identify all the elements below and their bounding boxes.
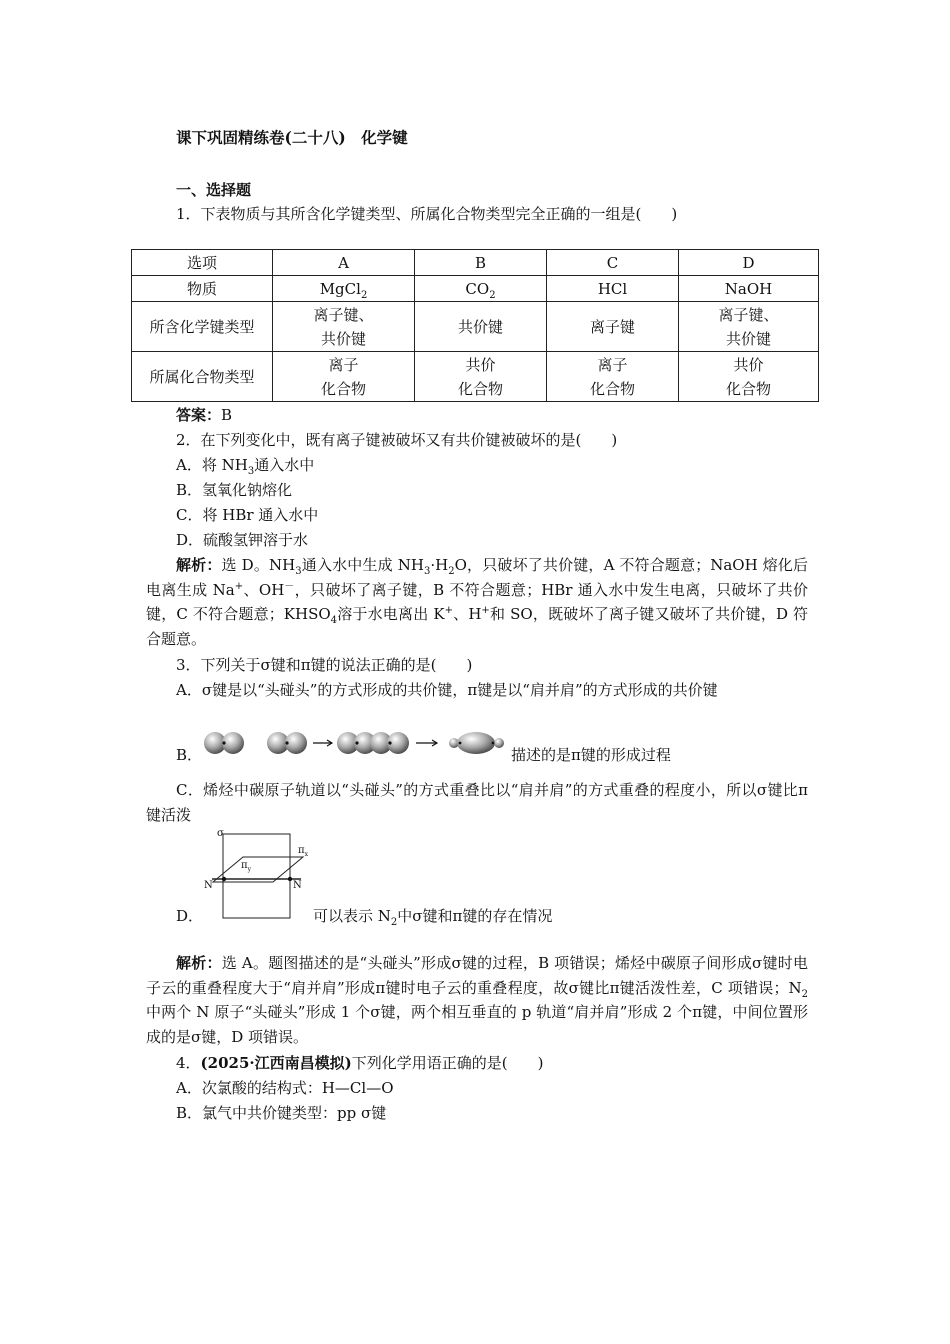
q4-stem: 4．(2025·江西南昌模拟)下列化学用语正确的是( ) bbox=[176, 1054, 544, 1072]
n-atom-left: N bbox=[204, 880, 213, 891]
table-cell: NaOH bbox=[679, 276, 819, 302]
table-row-label: 所含化学键类型 bbox=[132, 302, 273, 352]
n-atom-right: N bbox=[293, 880, 302, 891]
table-cell: $CO_2$ bbox=[415, 276, 547, 302]
q3-option-d-label: D． bbox=[176, 907, 204, 925]
nucleus-left bbox=[222, 877, 226, 881]
table-cell: 离子 化合物 bbox=[547, 352, 679, 402]
table-row bbox=[132, 276, 819, 302]
table-row bbox=[132, 352, 819, 402]
q2-option-b: B．氢氧化钠熔化 bbox=[176, 481, 293, 499]
q2-option-d: D．硫酸氢钾溶于水 bbox=[176, 531, 309, 549]
section-heading: 一、选择题 bbox=[176, 181, 252, 199]
q3-option-b-text: 描述的是π键的形成过程 bbox=[511, 746, 671, 764]
table-cell: 共价 化合物 bbox=[415, 352, 547, 402]
pi-x-label: $\pi_x$ bbox=[298, 845, 308, 858]
table-cell: 离子键 bbox=[547, 302, 679, 352]
table-cell: 共价键 bbox=[415, 302, 547, 352]
separate-orbital-left bbox=[204, 732, 244, 754]
q3-option-d-text: 可以表示 $N_2$中σ键和π键的存在情况 bbox=[313, 907, 553, 928]
table-cell: MgCl$_2$ bbox=[273, 276, 415, 302]
table-row-label: 物质 bbox=[132, 276, 273, 302]
q4-option-b: B．氯气中共价键类型：pp σ键 bbox=[176, 1104, 387, 1122]
pi-y-label: $\pi_y$ bbox=[241, 860, 251, 873]
q4-option-a: A．次氯酸的结构式：H—Cl—O bbox=[176, 1079, 394, 1097]
table-row-label: 所属化合物类型 bbox=[132, 352, 273, 402]
table-header-cell: C bbox=[547, 250, 679, 276]
separate-orbital-right bbox=[267, 732, 307, 754]
page-title: 课下巩固精练卷(二十八) 化学键 bbox=[176, 128, 408, 147]
sigma-label: σ bbox=[217, 828, 224, 839]
sigma-bond-orbital bbox=[449, 732, 504, 754]
q2-option-a: A．将 $NH_3$通入水中 bbox=[176, 456, 315, 477]
q1-table bbox=[131, 249, 819, 402]
q1-stem: 1．下表物质与其所含化学键类型、所属化合物类型完全正确的一组是( ) bbox=[176, 205, 678, 223]
q3-option-b-label: B． bbox=[176, 746, 203, 764]
n2-bond-diagram bbox=[203, 826, 313, 922]
q3-option-a: A．σ键是以“头碰头”的方式形成的共价键，π键是以“肩并肩”的方式形成的共价键 bbox=[176, 681, 718, 699]
table-cell: 离子 化合物 bbox=[273, 352, 415, 402]
table-row bbox=[132, 302, 819, 352]
q2-stem: 2．在下列变化中，既有离子键被破坏又有共价键被破坏的是( ) bbox=[176, 431, 618, 449]
table-header-cell: A bbox=[273, 250, 415, 276]
table-cell: 共价 化合物 bbox=[679, 352, 819, 402]
table-header-cell: D bbox=[679, 250, 819, 276]
nucleus-right bbox=[288, 877, 292, 881]
arrow-right-icon bbox=[416, 740, 437, 746]
table-header-cell: 选项 bbox=[132, 250, 273, 276]
table-cell: 离子键、 共价键 bbox=[273, 302, 415, 352]
q1-answer: 答案：B bbox=[176, 406, 233, 424]
q3-option-c: C．烯烃中碳原子轨道以“头碰头”的方式重叠比以“肩并肩”的方式重叠的程度小，所以σ键比π键活泼 bbox=[146, 781, 808, 824]
table-cell: 离子键、 共价键 bbox=[679, 302, 819, 352]
table-row bbox=[132, 250, 819, 276]
q2-option-c: C．将 HBr 通入水中 bbox=[176, 506, 319, 524]
q3-explanation: 解析：选 A。题图描述的是“头碰头”形成σ键的过程，B 项错误；烯烃中碳原子间形成σ键时电子云的重叠程度大于“肩并肩”形成π键时电子云的重叠程度，故σ键比π键活泼性差，C 项错误；$N_2$中两个 N 原子“头碰头”形成 1 个σ键，两个相互垂直的 p 轨道“肩并肩”形成 2 个π键，中间位置形成的是σ键，D 项错误。 bbox=[146, 954, 808, 1046]
q3-stem: 3．下列关于σ键和π键的说法正确的是( ) bbox=[176, 656, 473, 674]
overlapping-orbitals bbox=[337, 732, 409, 754]
arrow-right-icon bbox=[313, 740, 332, 746]
q2-explanation: 解析：选 D。$NH_3$通入水中生成 $NH_3\cdot H_2O$，只破坏了共价键，A 不符合题意；NaOH 熔化后电离生成 Na+、OH－，只破坏了离子键，B 不符合题意；HBr 通入水中发生电离，只破坏了共价键，C 不符合题意；$KHSO_4$溶于水电离出 K+、H+和 SO，既破坏了离子键又破坏了共价键，D 符合题意。 bbox=[146, 556, 808, 648]
table-cell: HCl bbox=[547, 276, 679, 302]
orbital-overlap-diagram bbox=[203, 728, 511, 760]
table-header-cell: B bbox=[415, 250, 547, 276]
